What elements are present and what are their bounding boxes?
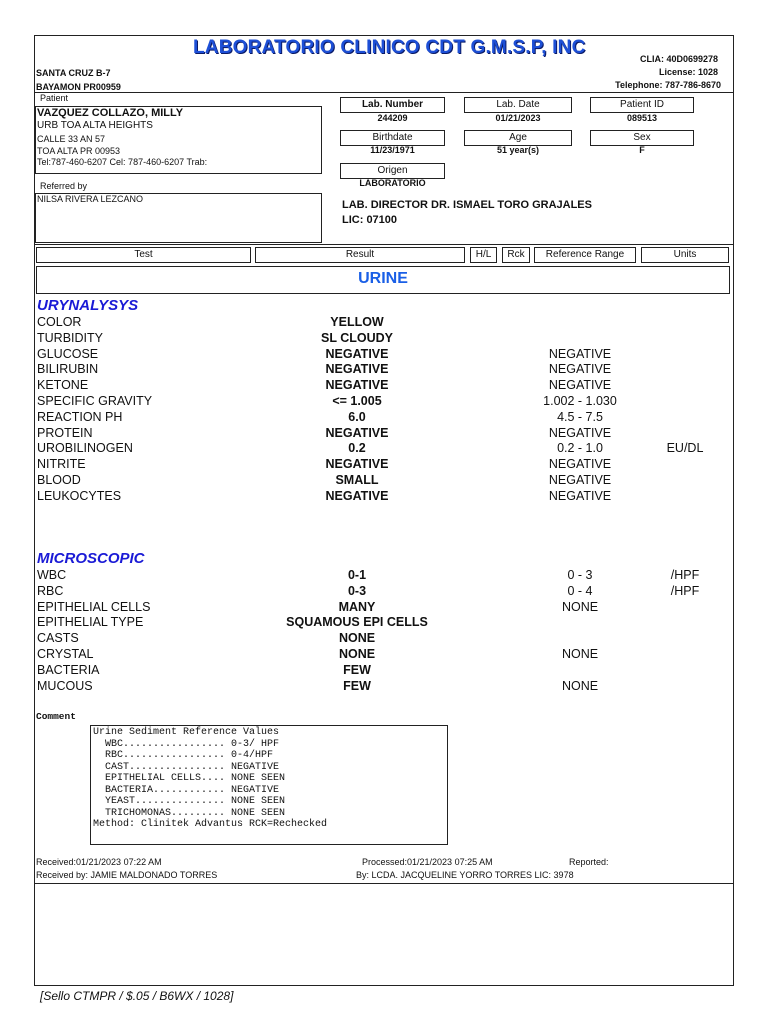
test-name: COLOR bbox=[37, 315, 82, 329]
test-name: MUCOUS bbox=[37, 678, 93, 693]
origen-label: Origen bbox=[340, 163, 445, 179]
clia-number: CLIA: 40D0699278 bbox=[639, 54, 718, 64]
reference-range: NEGATIVE bbox=[548, 378, 612, 393]
age: 51 year(s) bbox=[496, 145, 540, 155]
comment-line: Urine Sediment Reference Values bbox=[93, 727, 280, 738]
test-name: EPITHELIAL CELLS bbox=[37, 599, 151, 614]
test-units: /HPF bbox=[670, 568, 700, 582]
reported-label: Reported: bbox=[569, 857, 609, 867]
patient-label: Patient bbox=[40, 93, 69, 103]
lab-number-label: Lab. Number bbox=[340, 97, 445, 113]
test-name: TURBIDITY bbox=[37, 330, 103, 345]
specimen-type: URINE bbox=[358, 270, 408, 287]
address-line2: BAYAMON PR00959 bbox=[36, 82, 121, 92]
test-units: /HPF bbox=[670, 583, 700, 598]
test-result: NONE bbox=[338, 647, 376, 661]
reference-range: NEGATIVE bbox=[548, 425, 612, 440]
reference-range: 0 - 4 bbox=[567, 583, 593, 598]
reference-range: NONE bbox=[561, 599, 599, 614]
reference-range: 0 - 3 bbox=[567, 568, 593, 582]
test-name: REACTION PH bbox=[37, 409, 123, 424]
test-result: YELLOW bbox=[330, 315, 384, 329]
test-result: 0-1 bbox=[347, 568, 367, 582]
test-result: SL CLOUDY bbox=[321, 330, 393, 345]
patient-id: 089513 bbox=[626, 113, 658, 123]
comment-line: WBC................. 0-3/ HPF bbox=[93, 738, 280, 750]
received-time: Received:01/21/2023 07:22 AM bbox=[36, 857, 162, 867]
patient-id-label: Patient ID bbox=[590, 97, 694, 113]
test-units: EU/DL bbox=[666, 441, 704, 456]
lab-director: LAB. DIRECTOR DR. ISMAEL TORO GRAJALES bbox=[342, 199, 592, 211]
director-license: LIC: 07100 bbox=[342, 214, 398, 226]
test-result: SQUAMOUS EPI CELLS bbox=[286, 615, 428, 630]
patient-address-2: CALLE 33 AN 57 bbox=[37, 134, 106, 144]
lab-title: LABORATORIO CLINICO CDT G.M.S.P, INC bbox=[193, 37, 586, 58]
comment-line: TRICHOMONAS......... NONE SEEN bbox=[93, 807, 286, 819]
col-result: Result bbox=[255, 247, 465, 263]
test-name: NITRITE bbox=[37, 457, 86, 472]
comment-line: EPITHELIAL CELLS.... NONE SEEN bbox=[93, 773, 286, 784]
reference-range: NEGATIVE bbox=[548, 488, 612, 503]
referred-by: NILSA RIVERA LEZCANO bbox=[37, 194, 144, 204]
processed-by: By: LCDA. JACQUELINE YORRO TORRES LIC: 3978 bbox=[356, 870, 574, 880]
test-result: 6.0 bbox=[348, 409, 366, 424]
comment-line: CAST................ NEGATIVE bbox=[93, 761, 280, 773]
test-result: NEGATIVE bbox=[325, 457, 389, 472]
comment-line: YEAST............... NONE SEEN bbox=[93, 796, 286, 807]
col-test: Test bbox=[36, 247, 251, 263]
lab-date-label: Lab. Date bbox=[464, 97, 572, 113]
lab-number: 244209 bbox=[377, 113, 408, 123]
test-name: PROTEIN bbox=[37, 425, 93, 440]
test-name: KETONE bbox=[37, 378, 89, 393]
lab-telephone: Telephone: 787-786-8670 bbox=[615, 80, 721, 90]
processed-time: Processed:01/21/2023 07:25 AM bbox=[362, 857, 493, 867]
reference-range: 0.2 - 1.0 bbox=[557, 441, 603, 456]
reference-range: NEGATIVE bbox=[548, 362, 612, 377]
test-name: RBC bbox=[37, 583, 64, 598]
footer-divider bbox=[34, 883, 734, 884]
patient-phones: Tel:787-460-6207 Cel: 787-460-6207 Trab: bbox=[37, 157, 208, 167]
received-by: Received by: JAMIE MALDONADO TORRES bbox=[36, 870, 218, 880]
sex: F bbox=[639, 145, 645, 155]
test-result: MANY bbox=[338, 599, 376, 614]
seal-stamp: [Sello CTMPR / $.05 / B6WX / 1028] bbox=[40, 989, 234, 1003]
test-name: GLUCOSE bbox=[37, 346, 99, 361]
reference-range: 1.002 - 1.030 bbox=[543, 394, 617, 408]
col-rck: Rck bbox=[502, 247, 530, 263]
test-result: NEGATIVE bbox=[325, 378, 389, 393]
test-name: UROBILINOGEN bbox=[37, 441, 133, 456]
header-divider bbox=[34, 92, 734, 93]
patient-address-1: URB TOA ALTA HEIGHTS bbox=[37, 120, 153, 131]
test-name: EPITHELIAL TYPE bbox=[37, 615, 144, 630]
columns-divider bbox=[34, 244, 734, 245]
test-name: WBC bbox=[37, 568, 67, 582]
reference-range: NEGATIVE bbox=[548, 457, 612, 472]
comment-line: Method: Clinitek Advantus RCK=Rechecked bbox=[93, 819, 328, 830]
test-result: FEW bbox=[343, 662, 371, 677]
reference-range: NONE bbox=[561, 678, 599, 693]
patient-address-3: TOA ALTA PR 00953 bbox=[37, 146, 121, 156]
age-label: Age bbox=[464, 130, 572, 146]
origen: LABORATORIO bbox=[359, 178, 426, 188]
col-hl: H/L bbox=[470, 247, 497, 263]
address-line1: SANTA CRUZ B-7 bbox=[36, 68, 111, 78]
col-units: Units bbox=[641, 247, 729, 263]
microscopic-title: MICROSCOPIC bbox=[37, 550, 145, 567]
referred-label: Referred by bbox=[40, 181, 88, 191]
comment-line: BACTERIA............ NEGATIVE bbox=[93, 784, 280, 796]
reference-range: NEGATIVE bbox=[548, 473, 612, 487]
test-name: CRYSTAL bbox=[37, 647, 94, 661]
lab-date: 01/21/2023 bbox=[495, 113, 541, 123]
test-result: NEGATIVE bbox=[325, 362, 389, 377]
birthdate-label: Birthdate bbox=[340, 130, 445, 146]
license-number: License: 1028 bbox=[658, 67, 718, 77]
reference-range: NEGATIVE bbox=[548, 346, 612, 361]
reference-range: NONE bbox=[561, 647, 599, 661]
test-result: 0.2 bbox=[348, 441, 366, 456]
test-name: SPECIFIC GRAVITY bbox=[37, 394, 153, 408]
test-name: BACTERIA bbox=[37, 662, 100, 677]
comment-label: Comment bbox=[36, 711, 76, 722]
urinalysis-title: URYNALYSYS bbox=[37, 297, 139, 314]
patient-name: VAZQUEZ COLLAZO, MILLY bbox=[37, 107, 184, 119]
test-name: CASTS bbox=[37, 631, 79, 646]
test-result: 0-3 bbox=[347, 583, 367, 598]
test-name: LEUKOCYTES bbox=[37, 488, 122, 503]
test-result: SMALL bbox=[335, 473, 379, 487]
test-result: NONE bbox=[338, 631, 376, 646]
birthdate: 11/23/1971 bbox=[370, 145, 415, 155]
comment-line: RBC................. 0-4/HPF bbox=[93, 750, 274, 761]
test-result: NEGATIVE bbox=[325, 425, 389, 440]
test-result: <= 1.005 bbox=[332, 394, 382, 408]
reference-range: 4.5 - 7.5 bbox=[557, 409, 603, 424]
test-result: FEW bbox=[343, 678, 371, 693]
sex-label: Sex bbox=[590, 130, 694, 146]
test-name: BILIRUBIN bbox=[37, 362, 99, 377]
col-ref-range: Reference Range bbox=[534, 247, 636, 263]
test-result: NEGATIVE bbox=[325, 346, 389, 361]
comment-lines bbox=[93, 727, 327, 831]
test-name: BLOOD bbox=[37, 473, 81, 487]
test-result: NEGATIVE bbox=[325, 488, 389, 503]
